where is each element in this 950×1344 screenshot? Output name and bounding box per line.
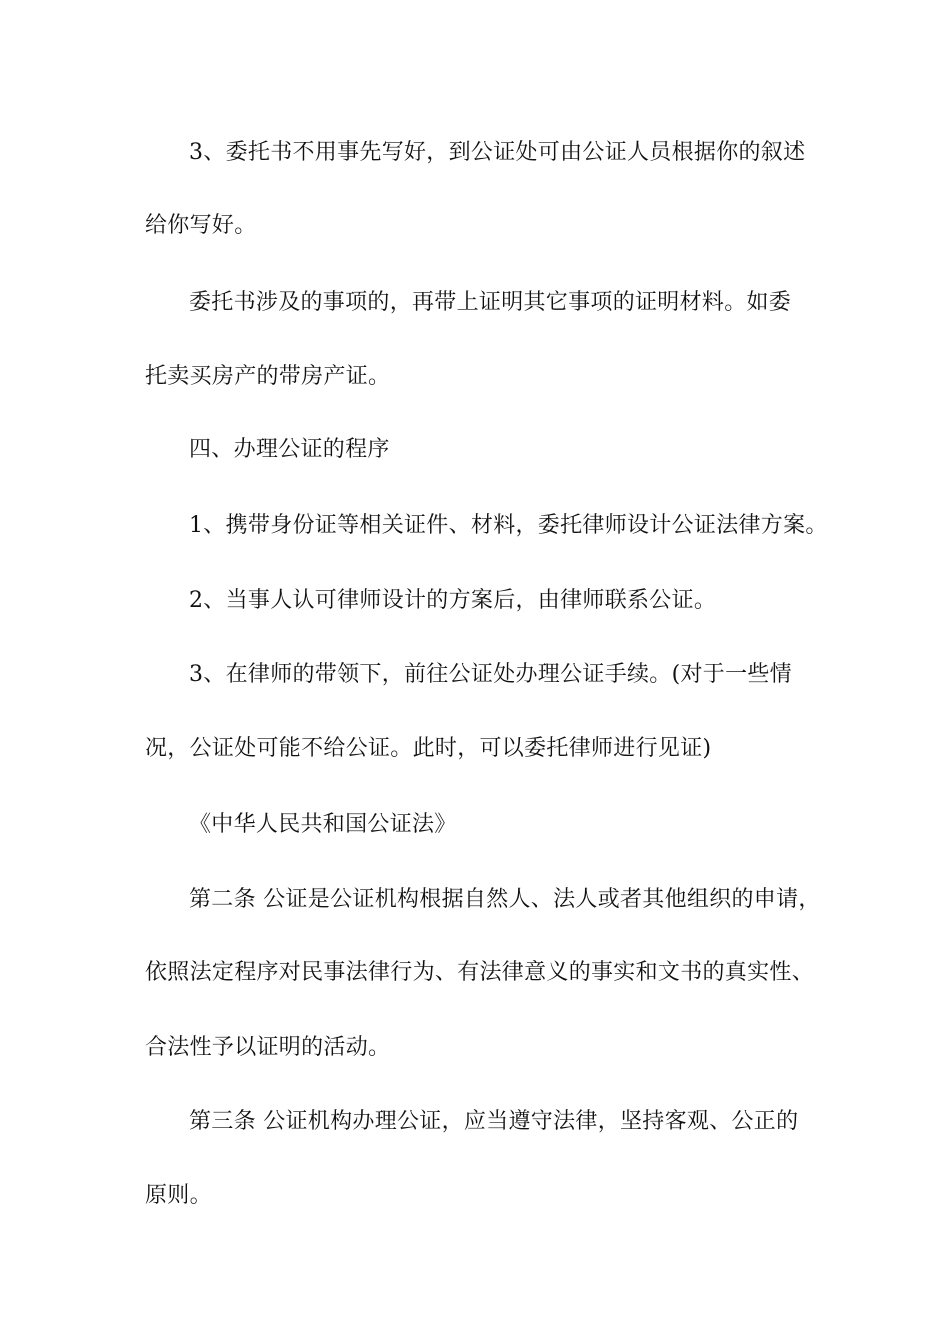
paragraph-line: 合法性予以证明的活动。 [145, 1035, 391, 1060]
paragraph-line: 第三条 公证机构办理公证，应当遵守法律，坚持客观、公正的 [189, 1109, 799, 1134]
paragraph-line: 3、在律师的带领下，前往公证处办理公证手续。(对于一些情 [189, 662, 792, 687]
paragraph-line: 原则。 [145, 1183, 212, 1208]
paragraph-line: 托卖买房产的带房产证。 [145, 364, 391, 389]
paragraph-line: 况，公证处可能不给公证。此时，可以委托律师进行见证) [145, 736, 712, 761]
paragraph-line: 3、委托书不用事先写好，到公证处可由公证人员根据你的叙述 [189, 140, 806, 165]
paragraph-line: 第二条 公证是公证机构根据自然人、法人或者其他组织的申请， [189, 887, 821, 912]
paragraph-line: 1、携带身份证等相关证件、材料，委托律师设计公证法律方案。 [189, 513, 828, 538]
paragraph-line: 委托书涉及的事项的，再带上证明其它事项的证明材料。如委 [189, 290, 792, 315]
paragraph-line: 依照法定程序对民事法律行为、有法律意义的事实和文书的真实性、 [145, 960, 815, 985]
law-title: 《中华人民共和国公证法》 [189, 812, 457, 837]
paragraph-line: 给你写好。 [145, 213, 257, 238]
section-heading: 四、办理公证的程序 [189, 437, 390, 462]
paragraph-line: 2、当事人认可律师设计的方案后，由律师联系公证。 [189, 588, 717, 613]
